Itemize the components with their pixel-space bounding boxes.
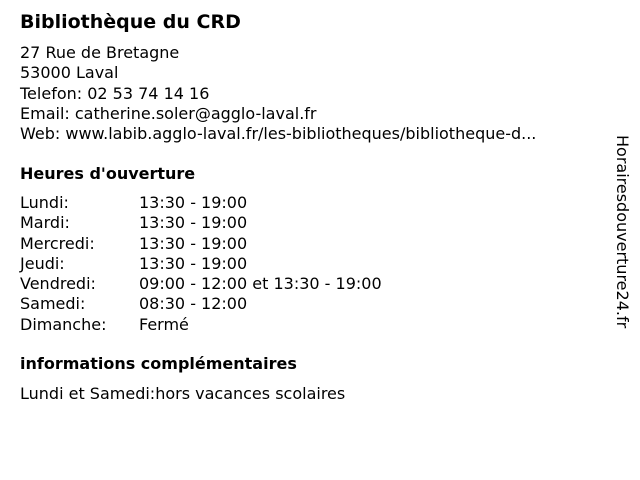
day-label: Jeudi: — [20, 253, 65, 273]
additional-info-text: Lundi et Samedi:hors vacances scolaires — [20, 384, 346, 403]
address-block — [20, 43, 592, 144]
hours-row-friday — [20, 274, 382, 294]
day-hours: 13:30 - 19:00 — [139, 213, 248, 233]
opening-hours-heading: Heures d'ouverture — [20, 164, 196, 183]
day-label: Lundi: — [20, 193, 69, 212]
day-label: Vendredi: — [20, 274, 96, 294]
day-hours: Fermé — [139, 314, 189, 334]
day-label: Mardi: — [20, 213, 70, 233]
day-hours: 09:00 - 12:00 et 13:30 - 19:00 — [139, 274, 382, 294]
day-hours: 13:30 - 19:00 — [139, 233, 248, 253]
postal-city: 53000 Laval — [20, 63, 119, 83]
day-hours: 13:30 - 19:00 — [139, 253, 248, 273]
hours-row-wednesday — [20, 234, 382, 254]
day-label: Mercredi: — [20, 233, 95, 253]
opening-hours-table — [20, 193, 382, 335]
additional-info-heading: informations complémentaires — [20, 354, 297, 373]
day-label: Samedi: — [20, 294, 86, 314]
hours-row-tuesday — [20, 213, 382, 233]
day-hours: 08:30 - 12:00 — [139, 294, 248, 314]
page-title: Bibliothèque du CRD — [20, 11, 241, 33]
hours-row-thursday — [20, 254, 382, 274]
day-hours: 13:30 - 19:00 — [139, 193, 248, 212]
day-label: Dimanche: — [20, 314, 107, 334]
hours-row-saturday — [20, 294, 382, 314]
street-address: 27 Rue de Bretagne — [20, 43, 180, 62]
site-watermark: Horairesdouverture24.fr — [613, 135, 632, 329]
phone-line: Telefon: 02 53 74 14 16 — [20, 83, 210, 103]
website-line: Web: www.labib.agglo-laval.fr/les-bibliotheques/bibliotheque-d... — [20, 124, 537, 144]
hours-row-monday — [20, 193, 382, 213]
hours-row-sunday — [20, 315, 382, 335]
email-line: Email: catherine.soler@agglo-laval.fr — [20, 103, 317, 123]
